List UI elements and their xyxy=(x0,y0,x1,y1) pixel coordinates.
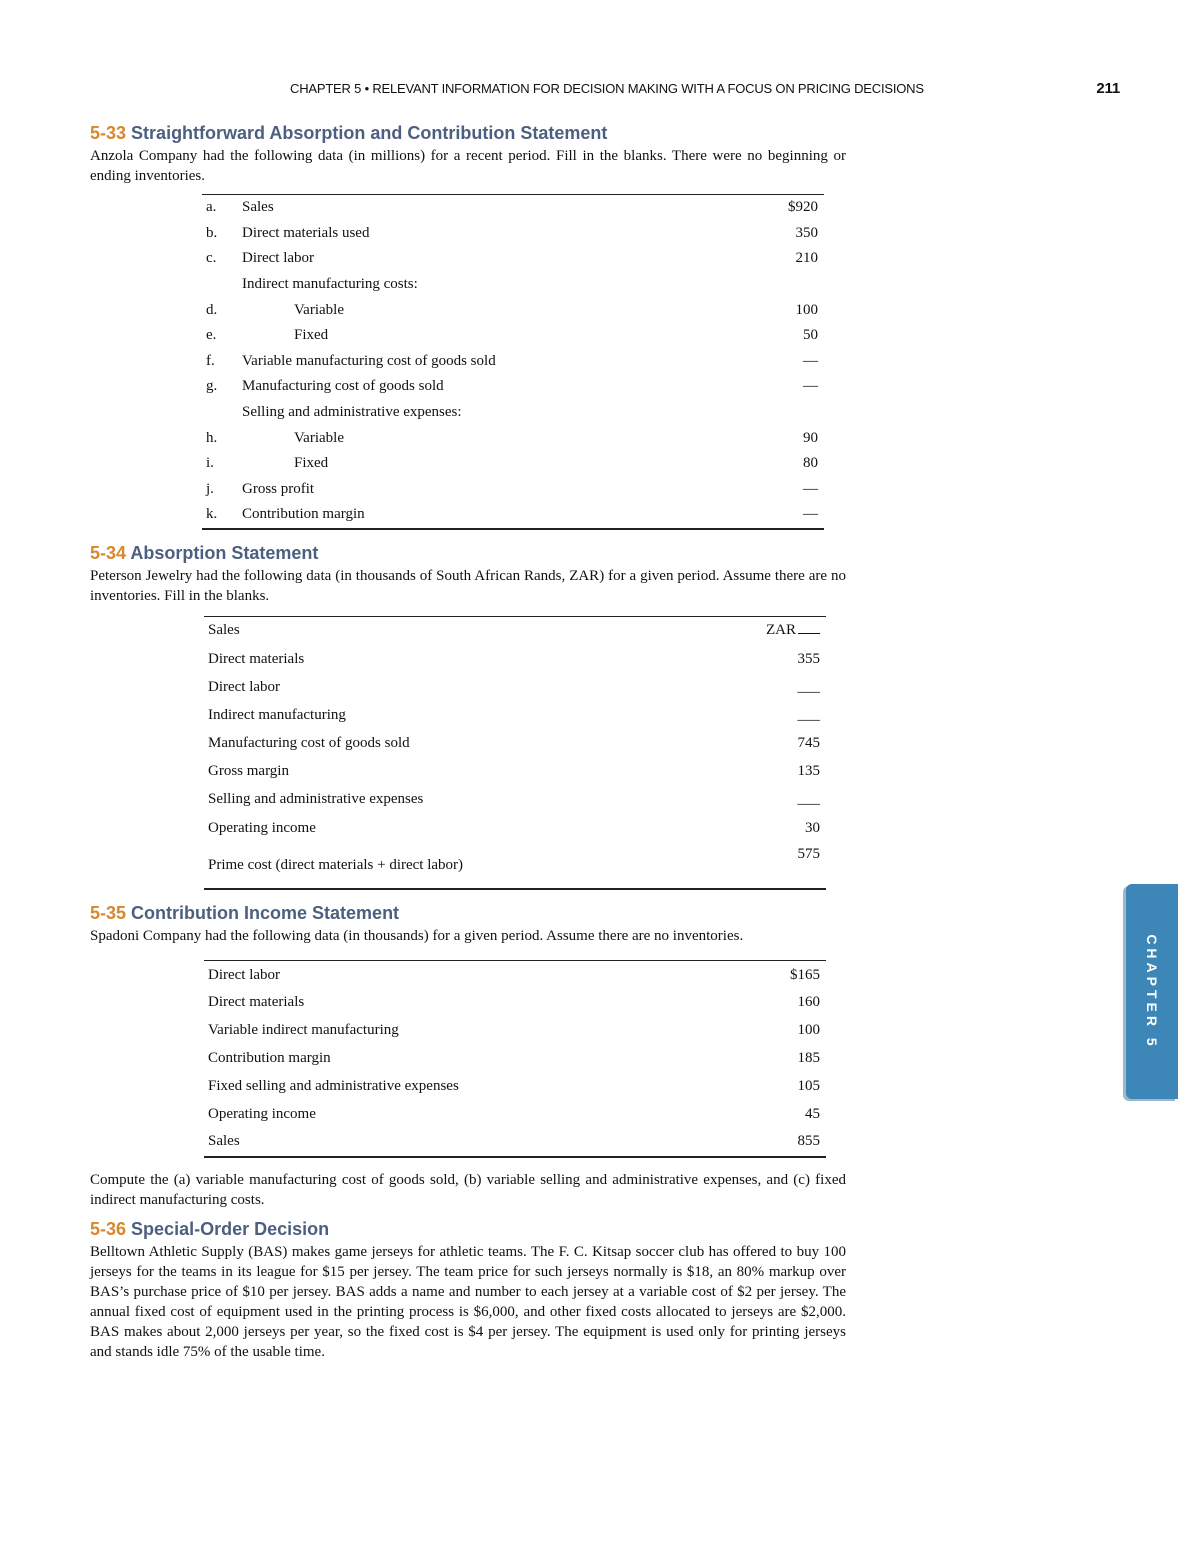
table-row xyxy=(204,673,826,701)
row-letter: c. xyxy=(206,250,217,267)
table-row xyxy=(202,349,824,375)
row-value: $165 xyxy=(790,966,820,983)
problem-5-35-intro: Spadoni Company had the following data (in thousands) for a given period. Assume there are no inventories. xyxy=(90,928,744,945)
row-value: 100 xyxy=(795,301,818,318)
running-title: CHAPTER 5 • RELEVANT INFORMATION FOR DECISION MAKING WITH A FOCUS ON PRICING DECISIONS xyxy=(290,81,924,96)
table-row xyxy=(202,297,824,323)
prime-cost-label: Prime cost (direct materials + direct labor) xyxy=(208,857,464,874)
row-label: Manufacturing cost of goods sold xyxy=(242,378,444,395)
table-row xyxy=(204,1017,826,1045)
problem-5-33-intro: Anzola Company had the following data (in millions) for a recent period. Fill in the blanks. There were no beginning or ending inventories. xyxy=(90,148,846,184)
table-row xyxy=(204,729,826,757)
row-value: 210 xyxy=(795,250,818,267)
row-label: Contribution margin xyxy=(242,506,365,523)
table-row xyxy=(204,989,826,1017)
problem-number: 5-34 xyxy=(90,542,127,563)
row-value xyxy=(738,272,824,298)
row-label: Gross margin xyxy=(208,763,289,780)
row-value: 105 xyxy=(797,1077,820,1094)
page-number: 211 xyxy=(1096,80,1120,97)
row-label: Direct materials xyxy=(208,994,305,1011)
page-content xyxy=(90,120,846,1362)
row-letter: i. xyxy=(206,455,214,472)
problem-5-34-title xyxy=(90,540,846,566)
row-value xyxy=(738,400,824,426)
row-value xyxy=(736,616,826,645)
problem-title: Straightforward Absorption and Contribution Statement xyxy=(131,123,608,143)
problem-title: Special-Order Decision xyxy=(131,1218,330,1239)
chapter-tab-label: CHAPTER 5 xyxy=(1144,933,1160,1050)
table-row xyxy=(202,451,824,477)
peterson-data-table xyxy=(204,616,826,891)
table-row xyxy=(204,645,826,673)
row-label: Selling and administrative expenses: xyxy=(242,404,462,421)
row-value: 185 xyxy=(797,1050,820,1066)
row-label: Operating income xyxy=(208,1105,316,1122)
row-label: Direct labor xyxy=(208,966,281,983)
table-row xyxy=(202,195,824,221)
row-value: 745 xyxy=(797,735,820,752)
row-letter: k. xyxy=(206,506,218,523)
table-row xyxy=(202,272,824,298)
row-letter: b. xyxy=(206,224,218,241)
row-label: Operating income xyxy=(208,819,316,836)
problem-5-36-text: Belltown Athletic Supply (BAS) makes game jerseys for athletic teams. The F. C. Kitsap soccer club has offered to buy 100 jerseys for the teams in its league for $15 per jersey. The team price for such jerseys normally is $18, an 80% markup over BAS’s purchase price of $10 per jersey. BAS adds a name and number to each jersey at a variable cost of $2 per jersey. The annual fixed cost of equipment used in the printing process is $6,000, and other fixed costs allocated to jerseys are $2,000. BAS makes about 2,000 jerseys per year, so the fixed cost is $4 per jersey. The equipment is used only for printing jerseys and stands idle 75% of the usable time. xyxy=(90,1243,846,1360)
row-value: $920 xyxy=(788,199,818,216)
problem-number: 5-33 xyxy=(90,123,127,143)
row-label: Direct materials used xyxy=(242,224,370,241)
table-row xyxy=(202,477,824,503)
table-row xyxy=(202,221,824,247)
row-label: Direct materials xyxy=(208,650,305,667)
problem-number: 5-35 xyxy=(90,903,127,924)
row-letter: j. xyxy=(206,480,214,497)
row-label: Direct labor xyxy=(242,250,315,267)
row-letter: a. xyxy=(206,199,217,216)
row-value: ___ xyxy=(797,791,820,808)
row-letter: g. xyxy=(206,378,218,395)
chapter-side-tab xyxy=(1126,884,1178,1099)
blank-line xyxy=(798,623,820,634)
row-label: Fixed xyxy=(294,455,329,472)
row-value: 135 xyxy=(797,763,820,780)
row-value: 575 xyxy=(797,846,820,863)
table-row xyxy=(204,758,826,786)
row-value: 100 xyxy=(797,1022,820,1039)
row-label: Contribution margin xyxy=(208,1050,331,1066)
problem-5-33-title xyxy=(90,120,846,146)
row-label: Variable xyxy=(294,429,344,446)
table-row xyxy=(202,425,824,451)
row-label: Indirect manufacturing costs: xyxy=(242,276,418,293)
table-row xyxy=(202,502,824,529)
running-head xyxy=(290,80,1120,97)
problem-number: 5-36 xyxy=(90,1218,127,1239)
table-row xyxy=(204,814,826,842)
spadoni-data-table xyxy=(204,960,826,1158)
row-value: ___ xyxy=(797,678,820,695)
row-letter: f. xyxy=(206,352,215,369)
table-row xyxy=(204,616,826,645)
row-label: Selling and administrative expenses xyxy=(208,791,424,808)
row-letter xyxy=(202,272,242,298)
row-value: 45 xyxy=(805,1105,820,1122)
row-value: 50 xyxy=(803,327,818,344)
row-value: ___ xyxy=(797,706,820,723)
row-label: Gross profit xyxy=(242,480,315,497)
row-value: 90 xyxy=(803,429,818,446)
row-label: Direct labor xyxy=(208,678,281,695)
row-value: 855 xyxy=(797,1133,820,1150)
row-value: 350 xyxy=(795,224,818,241)
row-label: Fixed selling and administrative expenses xyxy=(208,1077,459,1094)
currency-label: ZAR xyxy=(766,622,796,639)
table-row xyxy=(204,1100,826,1128)
row-letter: e. xyxy=(206,327,217,344)
table-row xyxy=(204,961,826,989)
row-label: Manufacturing cost of goods sold xyxy=(208,735,410,752)
row-label: Variable manufacturing cost of goods sold xyxy=(242,352,496,369)
row-label xyxy=(204,842,736,889)
row-value: — xyxy=(803,352,818,369)
problem-title: Contribution Income Statement xyxy=(131,903,400,924)
problem-5-35-title xyxy=(90,900,846,926)
row-label: Sales xyxy=(208,622,240,639)
table-row xyxy=(202,400,824,426)
table-row xyxy=(202,323,824,349)
row-value: 355 xyxy=(797,650,820,667)
table-row xyxy=(202,374,824,400)
problem-5-35-question: Compute the (a) variable manufacturing cost of goods sold, (b) variable selling and administrative expenses, and (c) fixed indirect manufacturing costs. xyxy=(90,1171,846,1208)
row-letter xyxy=(202,400,242,426)
row-value: 80 xyxy=(803,455,818,472)
table-row xyxy=(204,786,826,814)
row-label: Indirect manufacturing xyxy=(208,706,346,723)
row-value: 160 xyxy=(797,994,820,1011)
row-letter: d. xyxy=(206,301,218,318)
row-label: Variable xyxy=(294,301,344,318)
row-value: 30 xyxy=(805,819,820,836)
table-row xyxy=(204,1072,826,1100)
row-value: — xyxy=(803,480,818,497)
table-row xyxy=(204,1128,826,1157)
table-row xyxy=(202,246,824,272)
row-label: Sales xyxy=(242,199,274,216)
row-label: Fixed xyxy=(294,327,329,344)
row-label: Sales xyxy=(208,1133,240,1150)
row-value: — xyxy=(803,378,818,395)
table-row xyxy=(204,842,826,889)
table-row xyxy=(204,701,826,729)
table-row xyxy=(204,1045,826,1073)
anzola-data-table xyxy=(202,194,824,530)
row-letter: h. xyxy=(206,429,218,446)
problem-5-34-intro: Peterson Jewelry had the following data (in thousands of South African Rands, ZAR) for a given period. Assume there are no inventories. Fill in the blanks. xyxy=(90,567,846,604)
problem-5-36-title xyxy=(90,1216,846,1242)
row-label: Variable indirect manufacturing xyxy=(208,1022,399,1039)
problem-title: Absorption Statement xyxy=(130,542,319,563)
row-value: — xyxy=(803,506,818,523)
